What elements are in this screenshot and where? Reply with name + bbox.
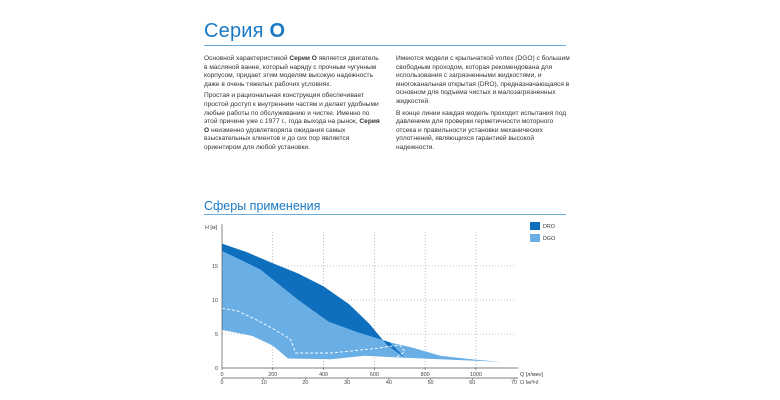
application-range-chart bbox=[204, 214, 566, 384]
x-bottom-tick-label: 50 bbox=[427, 380, 434, 384]
legend-swatch-DRO bbox=[530, 222, 540, 230]
y-tick-label: 10 bbox=[212, 298, 218, 304]
x-top-tick-label: 1000 bbox=[469, 372, 482, 378]
legend-label-DRO: DRO bbox=[543, 224, 555, 230]
x-top-tick-label: 0 bbox=[220, 372, 224, 378]
x-top-axis-label: Q [л/мин] bbox=[520, 372, 544, 378]
y-tick-label: 5 bbox=[215, 332, 218, 338]
page-title: Серия O bbox=[204, 20, 286, 42]
x-bottom-tick-label: 40 bbox=[385, 380, 392, 384]
y-tick-label: 0 bbox=[215, 366, 218, 372]
x-bottom-tick-label: 20 bbox=[302, 380, 309, 384]
right-paragraph-2: В конце линии каждая модель проходит испытания под давлением для проверки герметичности моторного отсека и правильности установки механических уплотнений, являющихся гарантией высокой надежности. bbox=[396, 109, 567, 151]
left-text-column bbox=[204, 55, 382, 156]
x-bottom-tick-label: 10 bbox=[260, 380, 267, 384]
legend-swatch-DGO bbox=[530, 234, 540, 242]
x-bottom-axis-label: Q [м³/ч] bbox=[520, 380, 539, 384]
title-rule bbox=[204, 45, 566, 46]
x-top-tick-label: 200 bbox=[268, 372, 278, 378]
y-axis-label: H [м] bbox=[205, 225, 218, 231]
x-top-tick-label: 400 bbox=[319, 372, 329, 378]
x-bottom-tick-label: 70 bbox=[511, 380, 517, 384]
right-text-column bbox=[396, 55, 574, 156]
legend-label-DGO: DGO bbox=[543, 236, 556, 242]
x-bottom-tick-label: 0 bbox=[220, 380, 224, 384]
left-paragraph-2: Простая и рациональная конструкция обеспечивает простой доступ к внутренним частям и делает удобными любые работы по обслуживанию и чистке. Именно по этой причине уже с 1977 г., года выхода на рынок, Серия O неизменно удовлетворяла ожидания самых взыскательных клиентов и до сих пор является ориентиром для любой установки. bbox=[204, 92, 380, 151]
right-paragraph-1: Имеются модели с крыльчаткой vortex (DGO) с большим свободным проходом, которая рекомендована для использования с загрязненными жидкостями, и многоканальная открытая (DRO), предназначающаяся в основном для подъема чистых и малозагрязненных жидкостей. bbox=[396, 55, 570, 105]
x-top-tick-label: 800 bbox=[420, 372, 430, 378]
section-subtitle: Сферы применения bbox=[204, 199, 321, 213]
x-top-tick-label: 600 bbox=[369, 372, 379, 378]
y-tick-label: 15 bbox=[212, 264, 218, 270]
left-paragraph-1: Основной характеристикой Серии O является двигатель в масляной ванне, который наряду с прочным чугунным корпусом, придает этим моделям высокую надежность даже в очень тяжелых рабочих условиях. bbox=[204, 55, 379, 88]
x-bottom-tick-label: 60 bbox=[469, 380, 476, 384]
x-bottom-tick-label: 30 bbox=[344, 380, 351, 384]
